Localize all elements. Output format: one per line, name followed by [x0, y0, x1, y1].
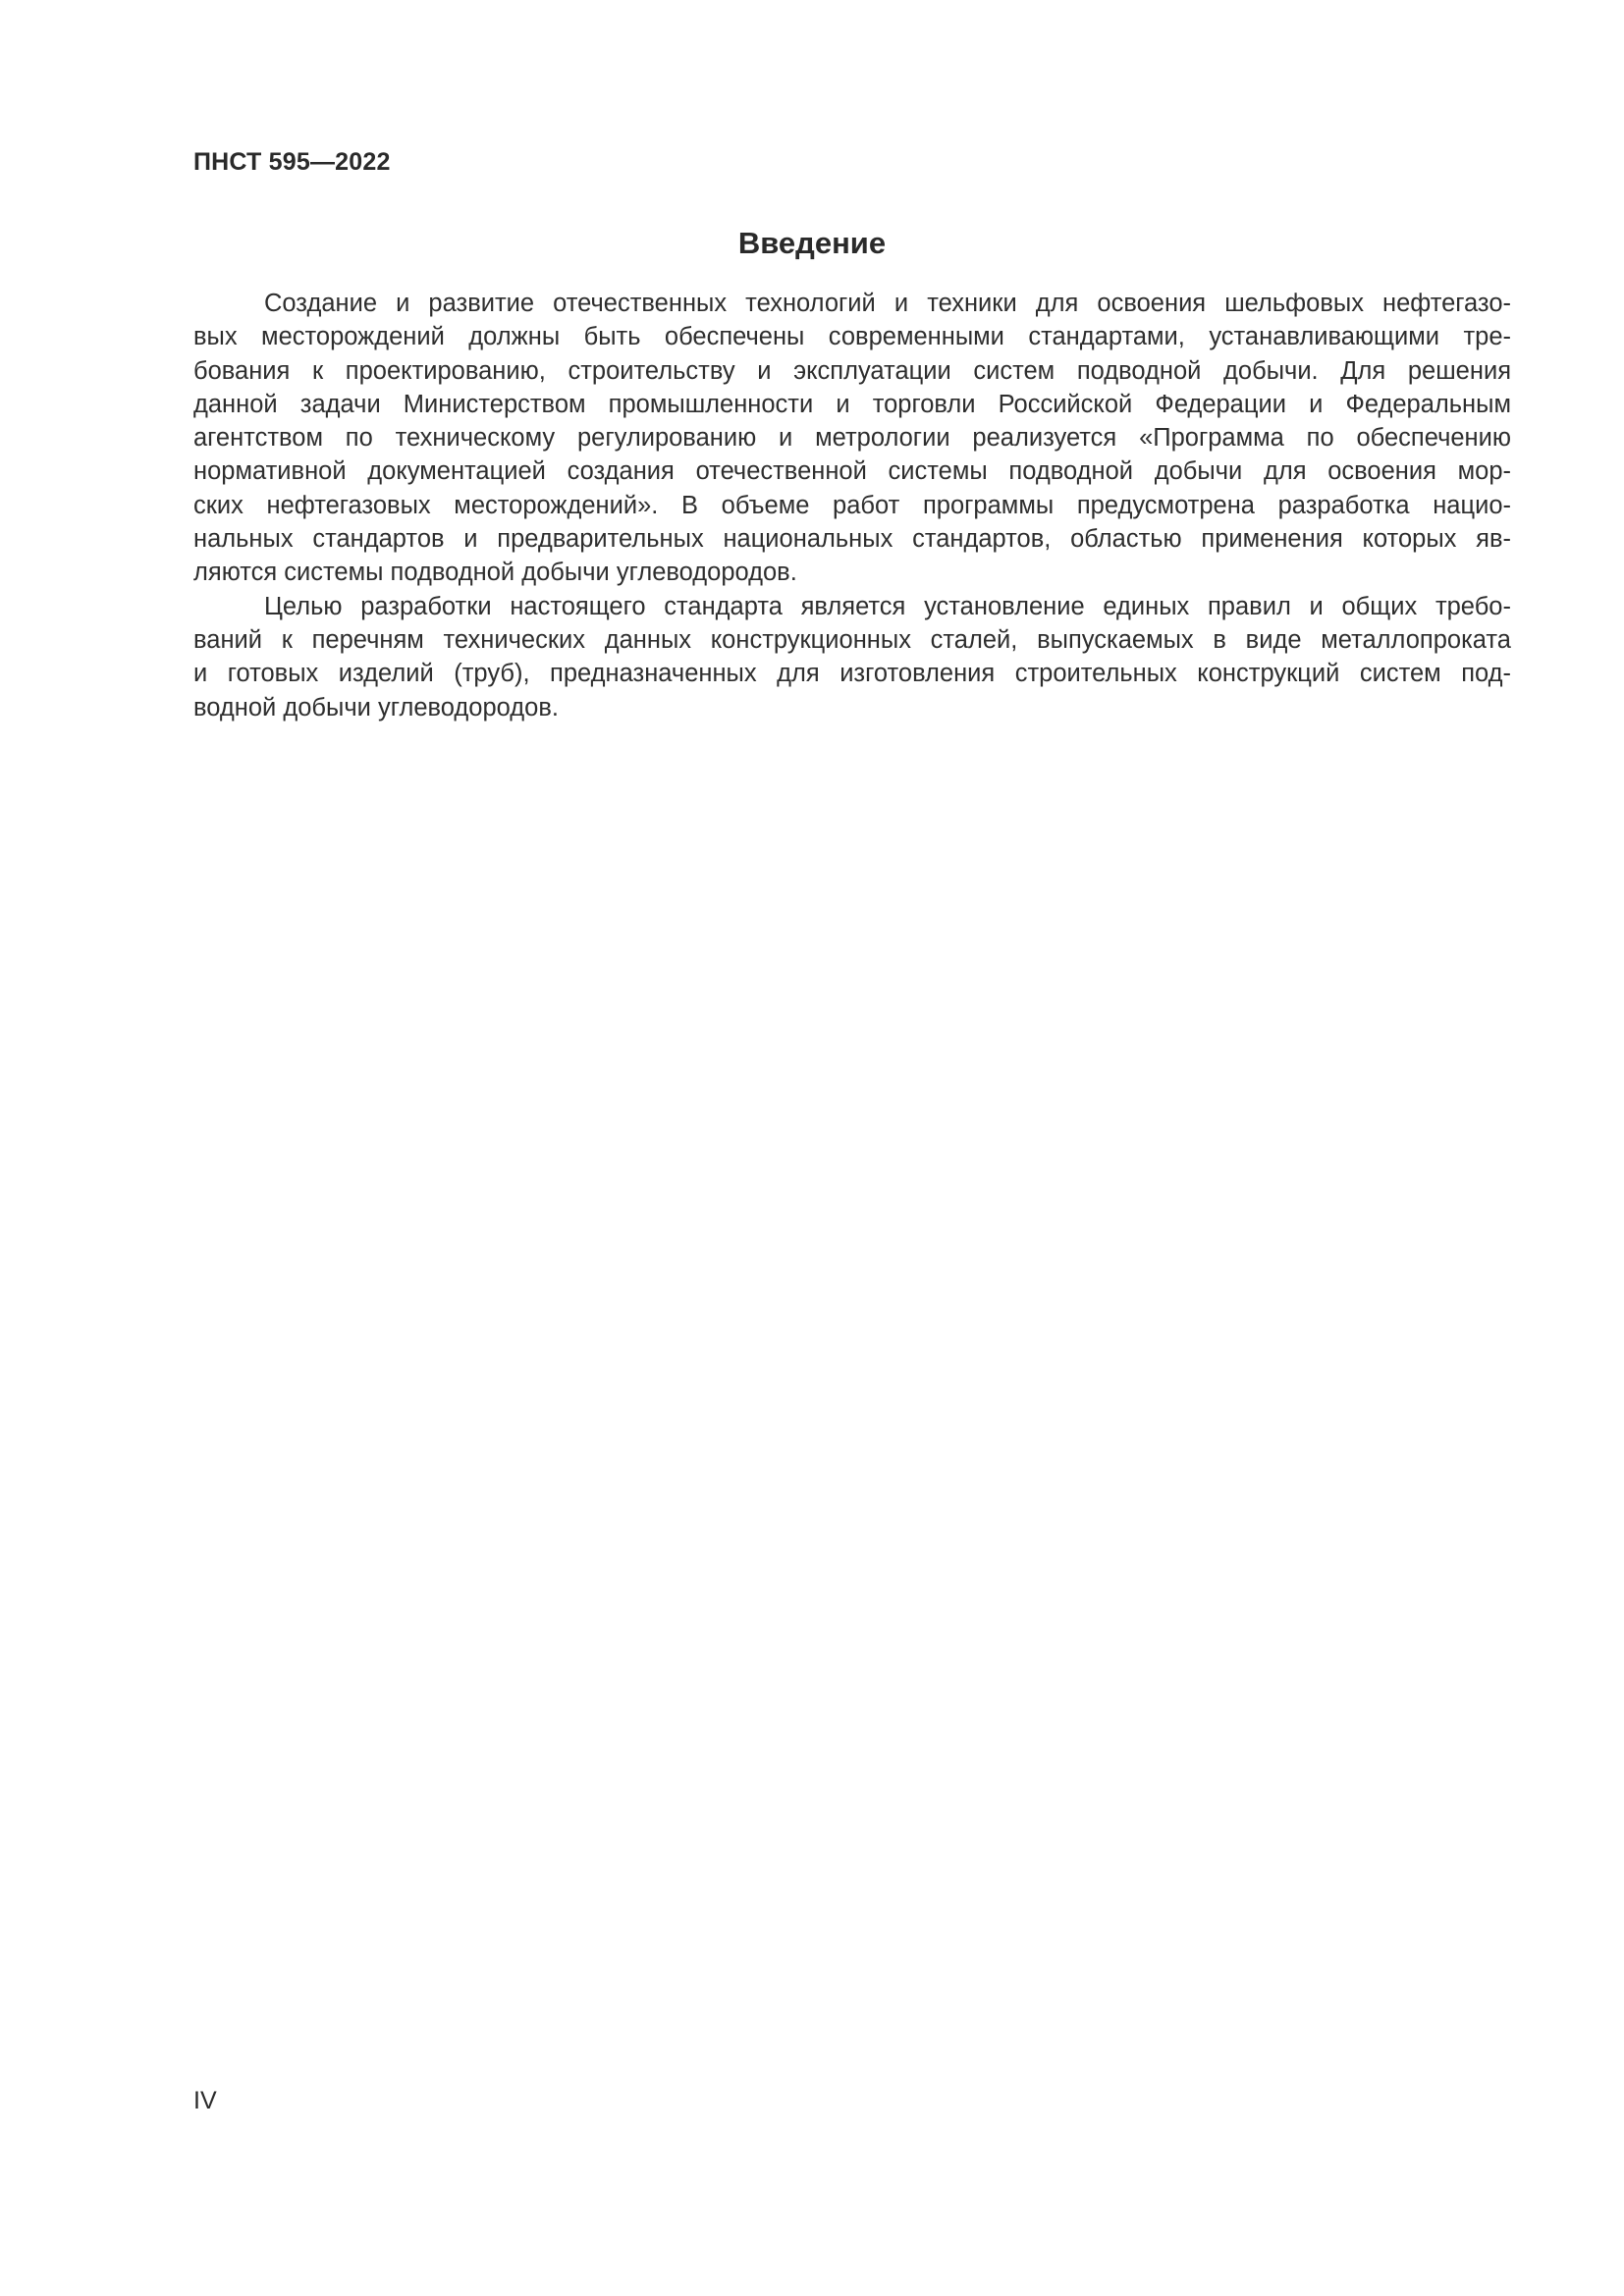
- page-number: IV: [193, 2087, 217, 2114]
- paragraph-1: [193, 287, 1511, 590]
- text-line: данной задачи Министерством промышленности и торговли Российской Федерации и Федеральным: [193, 390, 1511, 418]
- document-code: ПНСТ 595—2022: [193, 148, 391, 176]
- text-line: ляются системы подводной добычи углеводородов.: [193, 559, 797, 587]
- text-line: Создание и развитие отечественных технологий и техники для освоения шельфовых нефтегазо-: [264, 290, 1511, 317]
- section-title: Введение: [737, 226, 887, 260]
- text-line: бования к проектированию, строительству и эксплуатации систем подводной добычи. Для решения: [193, 356, 1511, 385]
- text-line: ских нефтегазовых месторождений». В объеме работ программы предусмотрена разработка нацио-: [193, 491, 1511, 519]
- text-line: Целью разработки настоящего стандарта является установление единых правил и общих требо-: [264, 592, 1511, 620]
- text-line: и готовых изделий (труб), предназначенных для изготовления строительных конструкций систем под-: [193, 660, 1511, 688]
- text-line: вых месторождений должны быть обеспечены современными стандартами, устанавливающими тре-: [193, 323, 1511, 351]
- text-line: агентством по техническому регулированию и метрологии реализуется «Программа по обеспечению: [193, 424, 1511, 453]
- body-text: [193, 287, 1511, 724]
- text-line: ваний к перечням технических данных конструкционных сталей, выпускаемых в виде металлопроката: [193, 625, 1511, 654]
- text-line: нальных стандартов и предварительных национальных стандартов, областью применения которых яв-: [193, 525, 1511, 554]
- text-line: нормативной документацией создания отечественной системы подводной добычи для освоения мор-: [193, 457, 1511, 486]
- text-line: водной добычи углеводородов.: [193, 693, 559, 721]
- paragraph-2: [193, 590, 1511, 724]
